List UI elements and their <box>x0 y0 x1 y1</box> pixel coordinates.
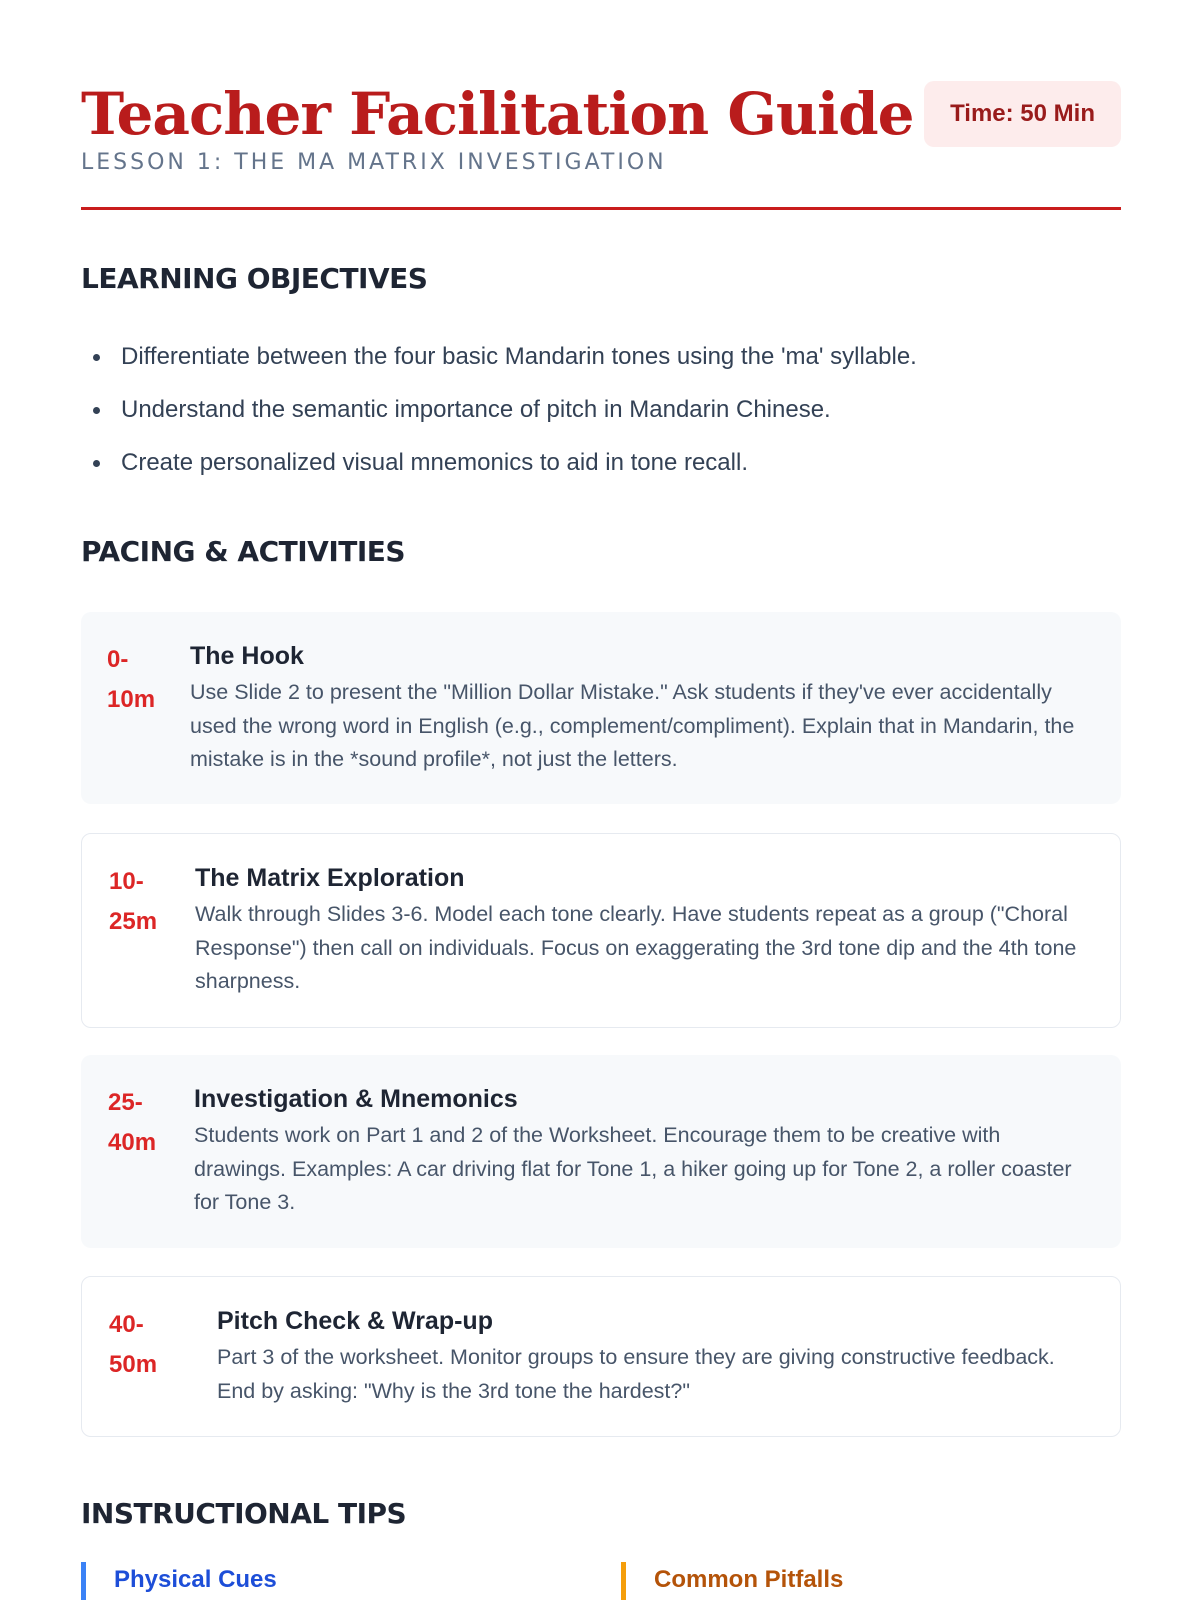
objective-item: Understand the semantic importance of pitch in Mandarin Chinese. <box>81 391 917 444</box>
objectives-list <box>81 338 917 497</box>
bullet-icon <box>93 354 100 361</box>
activity-description: Use Slide 2 to present the "Million Dollar Mistake." Ask students if they've ever accidentally used the wrong word in English (e.g., complement/compliment). Explain that in Mandarin, the mistake is in the *sound profile*, not just the letters. <box>190 680 1075 771</box>
bullet-icon <box>93 407 100 414</box>
pacing-heading: PACING & ACTIVITIES <box>81 535 406 568</box>
objective-item: Differentiate between the four basic Mandarin tones using the 'ma' syllable. <box>81 338 917 391</box>
facilitation-guide <box>81 0 1121 1593</box>
page-title: Teacher Facilitation Guide <box>81 80 914 148</box>
guide-header <box>81 0 1121 210</box>
activity-card-hook <box>81 612 1121 804</box>
activity-card-matrix <box>81 833 1121 1028</box>
tip-physical-cues: Physical Cues <box>81 1562 277 1600</box>
activity-description: Walk through Slides 3-6. Model each tone clearly. Have students repeat as a group ("Choral Response") then call on individuals. Focus on exaggerating the 3rd tone dip and the 4th tone sharpness. <box>195 902 1077 993</box>
activity-description: Part 3 of the worksheet. Monitor groups to ensure they are giving constructive feedback. End by asking: "Why is the 3rd tone the hardest?" <box>217 1345 1055 1403</box>
bullet-icon <box>93 460 100 467</box>
activity-description: Students work on Part 1 and 2 of the Worksheet. Encourage them to be creative with drawings. Examples: A car driving flat for Tone 1, a hiker going up for Tone 2, a roller coaster for Tone 3. <box>194 1123 1072 1214</box>
activity-title: Pitch Check & Wrap-up <box>217 1307 493 1335</box>
activity-title: Investigation & Mnemonics <box>194 1085 518 1113</box>
activity-card-wrapup <box>81 1276 1121 1437</box>
activity-time: 25- 40m <box>108 1089 157 1156</box>
lesson-subtitle: LESSON 1: THE MA MATRIX INVESTIGATION <box>81 150 667 175</box>
activity-time: 40- 50m <box>109 1311 158 1378</box>
tips-heading: INSTRUCTIONAL TIPS <box>81 1497 407 1530</box>
time-badge: Time: 50 Min <box>924 81 1121 147</box>
tip-common-pitfalls: Common Pitfalls <box>621 1562 843 1600</box>
objective-item: Create personalized visual mnemonics to aid in tone recall. <box>81 444 917 497</box>
activity-card-investigation <box>81 1055 1121 1248</box>
activity-title: The Matrix Exploration <box>195 864 465 892</box>
objectives-heading: LEARNING OBJECTIVES <box>81 262 428 295</box>
activity-time: 10- 25m <box>109 868 158 935</box>
activity-time: 0- 10m <box>107 646 156 713</box>
activity-title: The Hook <box>190 642 304 670</box>
